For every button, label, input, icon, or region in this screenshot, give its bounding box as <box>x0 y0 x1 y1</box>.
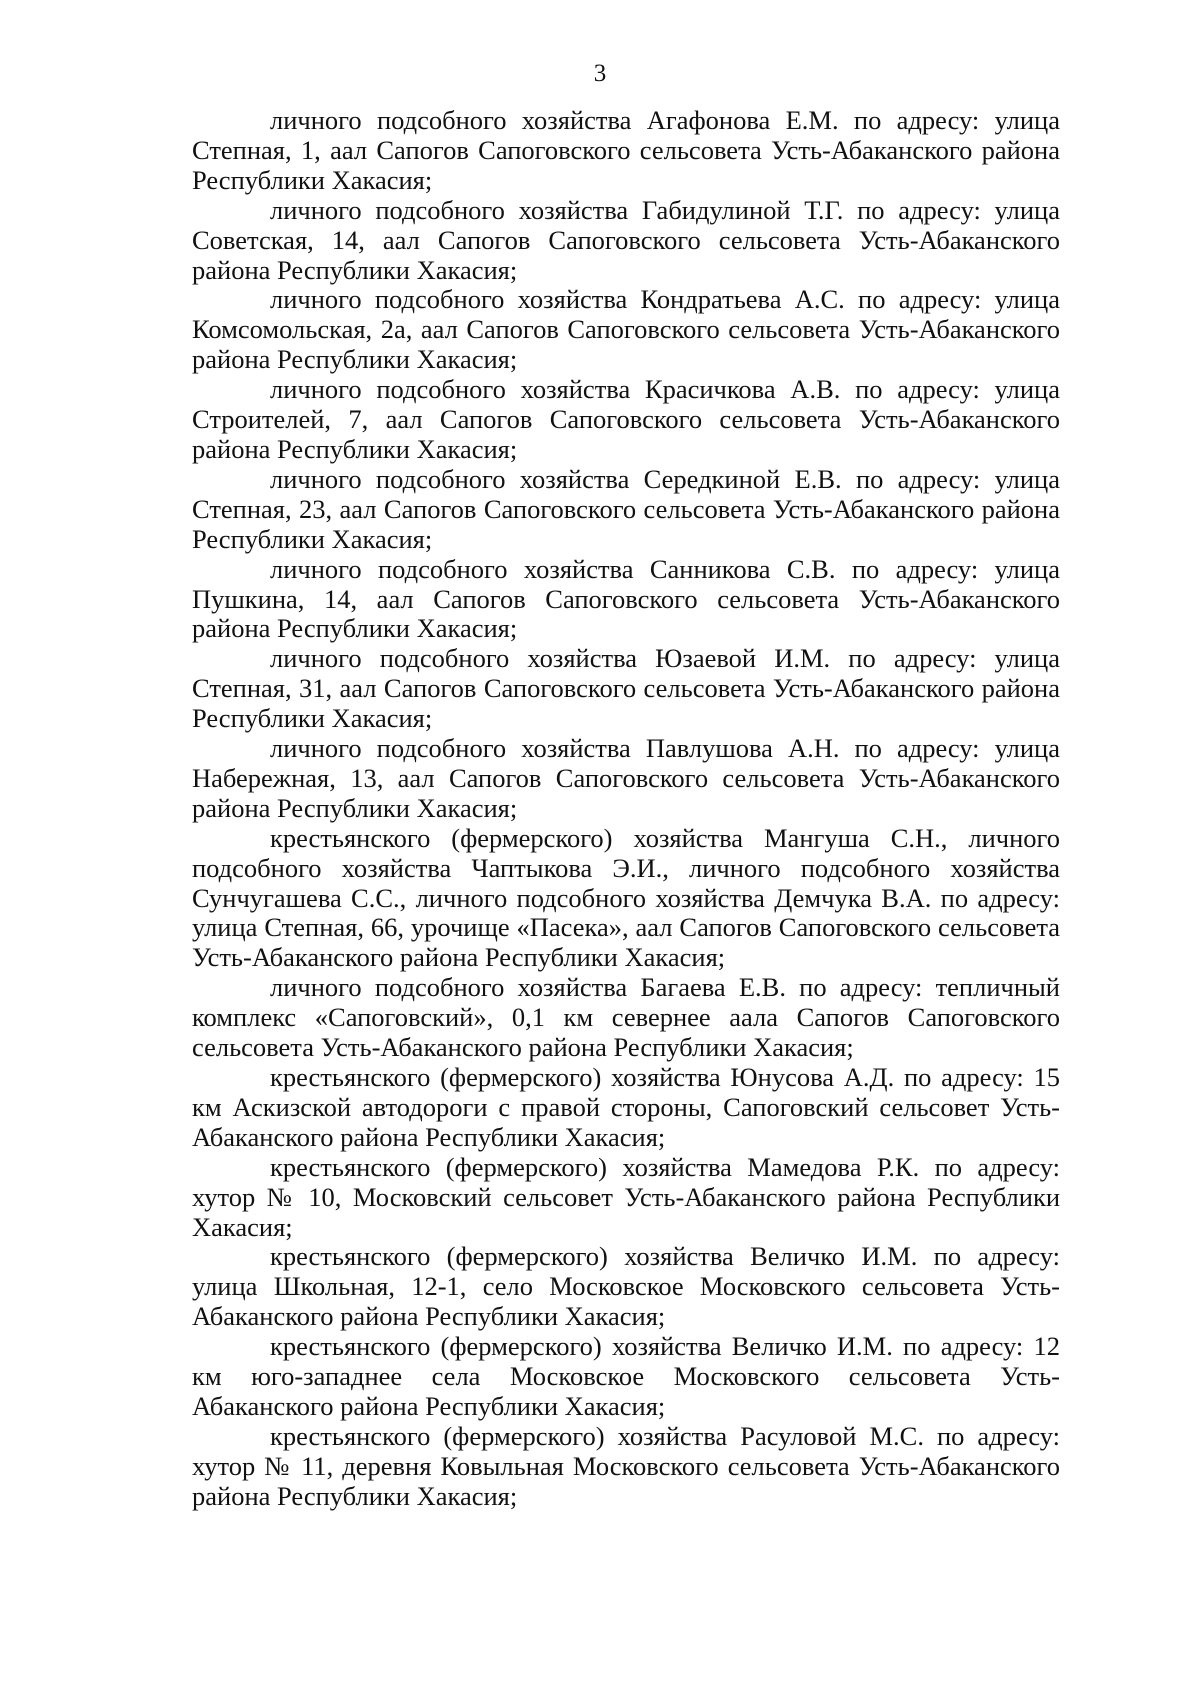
paragraph: крестьянского (фермерского) хозяйства Мангуша С.Н., личного подсобного хозяйства Чаптыкова Э.И., личного подсобного хозяйства Сунчугашева С.С., личного подсобного хозяйства Демчука В.А. по адресу: улица Степная, 66, урочище «Пасека», аал Сапогов Сапоговского сельсовета Усть-Абаканского района Республики Хакасия; <box>192 822 1060 973</box>
paragraph: личного подсобного хозяйства Павлушова А.Н. по адресу: улица Набережная, 13, аал Сапогов Сапоговского сельсовета Усть-Абаканского района Республики Хакасия; <box>192 733 1060 823</box>
paragraph: личного подсобного хозяйства Красичкова А.В. по адресу: улица Строителей, 7, аал Сапогов Сапоговского сельсовета Усть-Абаканского района Республики Хакасия; <box>192 374 1060 464</box>
paragraph: личного подсобного хозяйства Багаева Е.В. по адресу: тепличный комплекс «Сапоговский», 0,1 км севернее аала Сапогов Сапоговского сельсовета Усть-Абаканского района Республики Хакасия; <box>192 972 1060 1063</box>
paragraph: крестьянского (фермерского) хозяйства Величко И.М. по адресу: 12 км юго-западнее села Московское Московского сельсовета Усть-Абаканского района Республики Хакасия; <box>192 1331 1060 1421</box>
paragraph: крестьянского (фермерского) хозяйства Величко И.М. по адресу: улица Школьная, 12-1, село Московское Московского сельсовета Усть-Абаканского района Республики Хакасия; <box>192 1241 1060 1332</box>
page-number: 3 <box>593 60 607 87</box>
paragraph: крестьянского (фермерского) хозяйства Юнусова А.Д. по адресу: 15 км Аскизской автодороги с правой стороны, Сапоговский сельсовет Усть-Абаканского района Республики Хакасия; <box>192 1062 1060 1152</box>
paragraph: крестьянского (фермерского) хозяйства Мамедова Р.К. по адресу: хутор № 10, Московский сельсовет Усть-Абаканского района Республики Хакасия; <box>192 1151 1060 1242</box>
paragraph: крестьянского (фермерского) хозяйства Расуловой М.С. по адресу: хутор № 11, деревня Ковыльная Московского сельсовета Усть-Абаканского района Республики Хакасия; <box>192 1420 1060 1511</box>
paragraph: личного подсобного хозяйства Кондратьева А.С. по адресу: улица Комсомольская, 2а, аал Сапогов Сапоговского сельсовета Усть-Абаканского района Республики Хакасия; <box>192 284 1060 375</box>
paragraph: личного подсобного хозяйства Агафонова Е.М. по адресу: улица Степная, 1, аал Сапогов Сапоговского сельсовета Усть-Абаканского района Республики Хакасия; <box>192 105 1060 195</box>
paragraph: личного подсобного хозяйства Середкиной Е.В. по адресу: улица Степная, 23, аал Сапогов Сапоговского сельсовета Усть-Абаканского района Республики Хакасия; <box>192 463 1060 554</box>
paragraph: личного подсобного хозяйства Санникова С.В. по адресу: улица Пушкина, 14, аал Сапогов Сапоговского сельсовета Усть-Абаканского района Республики Хакасия; <box>192 553 1060 644</box>
paragraph: личного подсобного хозяйства Юзаевой И.М. по адресу: улица Степная, 31, аал Сапогов Сапоговского сельсовета Усть-Абаканского района Республики Хакасия; <box>192 643 1060 734</box>
document-body <box>192 106 1060 1512</box>
paragraph: личного подсобного хозяйства Габидулиной Т.Г. по адресу: улица Советская, 14, аал Сапогов Сапоговского сельсовета Усть-Абаканского района Республики Хакасия; <box>192 194 1060 285</box>
